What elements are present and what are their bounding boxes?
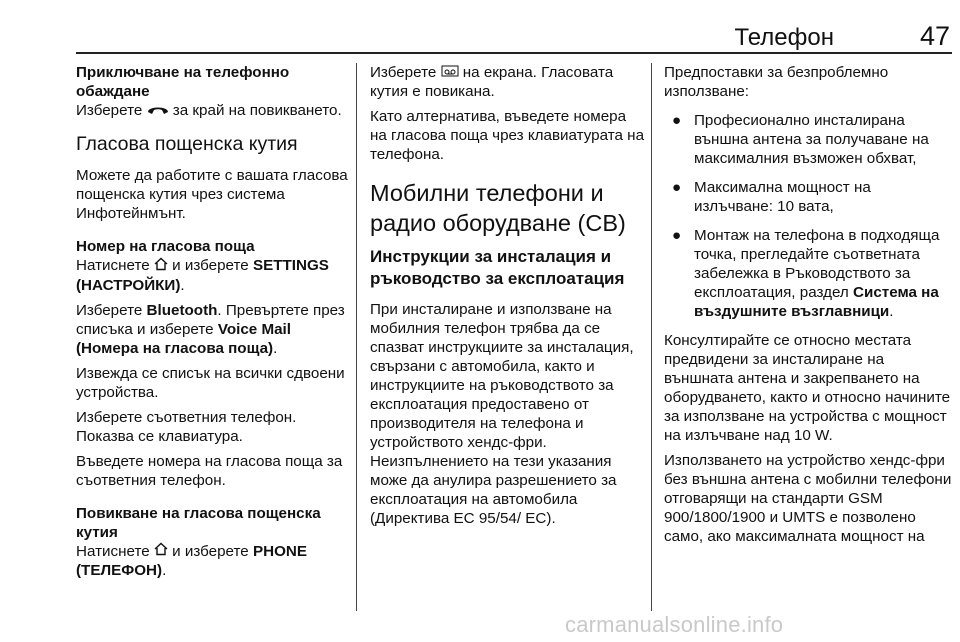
column-divider (651, 63, 652, 611)
paragraph: Изберете съответния телефон. Показва се клавиатура. (76, 408, 297, 445)
list-item: ● Монтаж на телефона в подходяща точка, прегледайте съответната забележка в Ръководството за експлоатация, раздел Система на въздушните възглавници. (672, 227, 940, 320)
watermark: carmanualsonline.info (565, 612, 784, 637)
hang-up-icon (147, 101, 169, 120)
paragraph: Изберете Bluetooth. Превъртете през списъка и изберете Voice Mail (Номера на гласова поща). (76, 301, 345, 357)
paragraph: Използването на устройство хендс-фри без външна антена с мобилни телефони отговарящи на стандарти GSM 900/1800/1900 и UMTS е позволено само, ако максималната мощност на (664, 452, 952, 545)
text: и изберете (172, 257, 249, 275)
subheading-voicemail-number: Номер на гласова поща (76, 238, 255, 256)
subheading-installation: Инструкции за инсталация и ръководство за експлоатация (370, 247, 625, 289)
menu-label: PHONE (ТЕЛЕФОН) (76, 542, 307, 580)
paragraph: Натиснете и изберете PHONE (ТЕЛЕФОН). (76, 542, 307, 580)
text: Изберете (370, 64, 437, 81)
text: и изберете (172, 542, 249, 560)
home-icon (154, 542, 168, 561)
page-header (76, 0, 952, 53)
column-left (76, 63, 348, 586)
text: Изберете (76, 102, 143, 119)
paragraph: Можете да работите с вашата гласова пощенска кутия чрез система Инфотейнмънт. (76, 167, 348, 223)
text: . Превъртете през списъка и изберете (76, 301, 345, 338)
menu-label: Voice Mail (Номера на гласова поща) (76, 320, 291, 357)
paragraph: Консултирайте се относно местата предвидени за инсталиране на външната антена и закрепването на оборудването, както и относно начините за използване на устройства с мощност на излъчване над 10 W. (664, 332, 951, 444)
subheading-end-call: Приключване на телефонно обаждане (76, 64, 290, 100)
text: на екрана. Гласовата кутия е повикана. (370, 64, 614, 101)
section-heading-mobile-phones: Мобилни телефони и радио оборудване (CB) (370, 180, 626, 237)
menu-label: Bluetooth (146, 301, 218, 319)
paragraph: Предпоставки за безпроблемно използване: (664, 64, 889, 100)
bullet: ● (672, 112, 682, 129)
text: Максимална мощност на излъчване: 10 вата, (694, 179, 871, 215)
header-rule (76, 52, 952, 54)
text: за край на повикването. (172, 102, 342, 119)
paragraph (370, 63, 644, 101)
bullet: ● (672, 179, 682, 196)
text: Натиснете (76, 257, 150, 275)
paragraph: Въведете номера на гласова поща за съответния телефон. (76, 452, 343, 489)
text: Професионално инсталирана външна антена за получаване на максималния възможен обхват, (694, 112, 929, 167)
cross-reference: Система на въздушните възглавници (694, 284, 939, 320)
paragraph: Натиснете и изберете SETTINGS (НАСТРОЙКИ). (76, 257, 329, 294)
section-heading-voicemail: Гласова пощенска кутия (76, 133, 298, 156)
column-divider (356, 63, 357, 611)
bullet: ● (672, 227, 682, 244)
list-item (664, 178, 952, 216)
paragraph: При инсталиране и използване на мобилния телефон трябва да се спазват инструкциите за инсталация, свързани с автомобила, както и инструкциите на ръководството за експлоатация предоставено от производителя на телефона и устройството хендс-фри. Неизпълнението на тези указания може да анулира разрешението за експлоатация на автомобила (Директива ЕС 95/54/ ЕС). (370, 301, 634, 528)
paragraph: Извежда се списък на всички сдвоени устройства. (76, 364, 345, 401)
column-middle (370, 63, 644, 534)
text: Монтаж на телефона в подходяща точка, прегледайте съответната забележка в Ръководството за експлоатация, раздел (694, 227, 940, 301)
text: Изберете (76, 301, 143, 319)
home-icon (154, 257, 168, 276)
subheading-call-voicemail: Повикване на гласова пощенска кутия (76, 504, 321, 541)
text: Натиснете (76, 542, 150, 560)
paragraph: Като алтернатива, въведете номера на гласова поща чрез клавиатурата на телефона. (370, 108, 645, 164)
column-right (664, 63, 952, 552)
page-title: Телефон (734, 24, 834, 51)
menu-label: SETTINGS (НАСТРОЙКИ) (76, 257, 329, 294)
voicemail-icon (441, 63, 459, 82)
page-number: 47 (919, 21, 950, 51)
list-item (664, 111, 952, 168)
paragraph (76, 101, 348, 120)
